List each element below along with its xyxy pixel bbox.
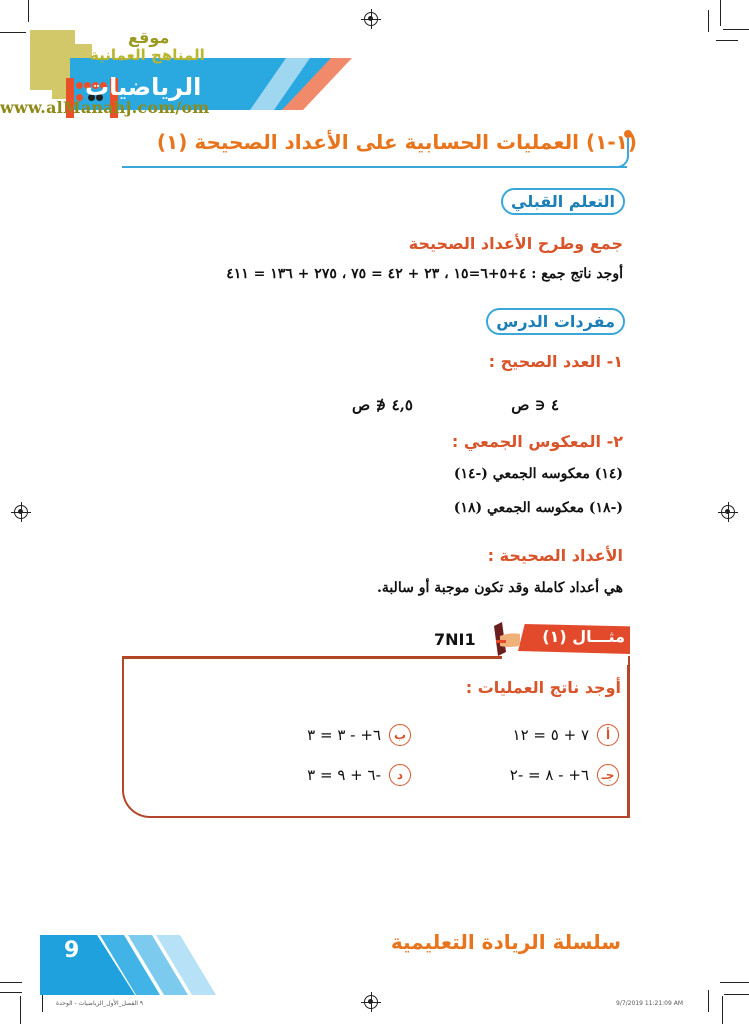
title-underline	[122, 166, 627, 168]
example-code: 7NI1	[434, 630, 476, 649]
crop-mark	[723, 29, 749, 30]
pen-hand-icon	[488, 618, 522, 658]
example-box-border	[627, 665, 630, 818]
subject-title: الرياضيات	[85, 73, 202, 101]
crop-mark	[20, 996, 21, 1024]
site-label: موقع	[128, 28, 170, 47]
set-membership-example: ٤ ∈ ص	[511, 396, 559, 414]
lesson-title: (١-١) العمليات الحسابية على الأعداد الصحيحة (١)	[156, 130, 637, 154]
header-banner	[0, 28, 350, 117]
example-item	[307, 764, 411, 786]
registration-mark-icon	[364, 995, 378, 1009]
additive-inverse-line: (١٤) معكوسه الجمعي (-١٤)	[453, 466, 623, 482]
crop-mark	[0, 992, 22, 993]
item-badge: د	[389, 764, 411, 786]
site-url-link[interactable]: www.alManahj.com/om	[0, 98, 210, 117]
item-equation: -٦ + ٩ = ٣	[307, 766, 381, 784]
prior-learning-heading: جمع وطرح الأعداد الصحيحة	[408, 234, 623, 253]
crop-mark	[708, 990, 709, 1012]
item-badge: ب	[389, 724, 411, 746]
set-nonmembership-example: ٤,٥ ∉ ص	[351, 396, 413, 414]
vocab-heading-additive-inverse: ٢- المعكوس الجمعي :	[451, 432, 623, 451]
additive-inverse-line: (-١٨) معكوسه الجمعي (١٨)	[453, 500, 623, 516]
series-title: سلسلة الريادة التعليمية	[390, 930, 621, 954]
prior-learning-pill: التعلم القبلي	[501, 188, 625, 215]
crop-mark	[708, 10, 709, 32]
item-badge: جـ	[597, 764, 619, 786]
crop-mark	[28, 0, 29, 22]
registration-mark-icon	[721, 505, 735, 519]
item-equation: ٧ + ٥ = ١٢	[512, 726, 589, 744]
item-equation: ٦+ - ٨ = -٢	[509, 766, 589, 784]
crop-mark	[722, 996, 723, 1024]
definition-heading: الأعداد الصحيحة :	[487, 546, 623, 565]
registration-mark-icon	[14, 505, 28, 519]
example-tab-label: مثـــال (١)	[542, 627, 625, 646]
page-number: 9	[64, 938, 80, 963]
crop-mark	[724, 994, 749, 995]
site-name: المناهج العمانية	[90, 46, 205, 64]
item-badge: أ	[597, 724, 619, 746]
item-equation: ٦+ - ٣ = ٣	[307, 726, 381, 744]
vocabulary-pill: مفردات الدرس	[486, 308, 625, 335]
crop-mark	[716, 40, 738, 41]
example-prompt: أوجد ناتج العمليات :	[465, 678, 621, 697]
registration-mark-icon	[364, 12, 378, 26]
crop-mark	[720, 0, 721, 26]
print-slug-left: ٩ الفصل_الأول_الرياضيات - الوحدة	[56, 1000, 144, 1007]
definition-text: هي أعداد كاملة وقد تكون موجبة أو سالبة.	[376, 580, 623, 596]
prior-learning-text: أوجد ناتج جمع : ٤+٥+٦=١٥ ، ٢٣ + ٤٢ = ٧٥ ، ٢٧٥ + ١٣٦ = ٤١١	[226, 266, 623, 282]
vocab-heading-integer: ١- العدد الصحيح :	[488, 352, 623, 371]
example-item	[510, 764, 619, 786]
crop-mark	[0, 982, 22, 983]
example-item	[513, 724, 619, 746]
example-item	[307, 724, 411, 746]
print-slug-right: 9/7/2019 11:21:09 AM	[616, 1000, 683, 1007]
crop-mark	[720, 982, 749, 983]
